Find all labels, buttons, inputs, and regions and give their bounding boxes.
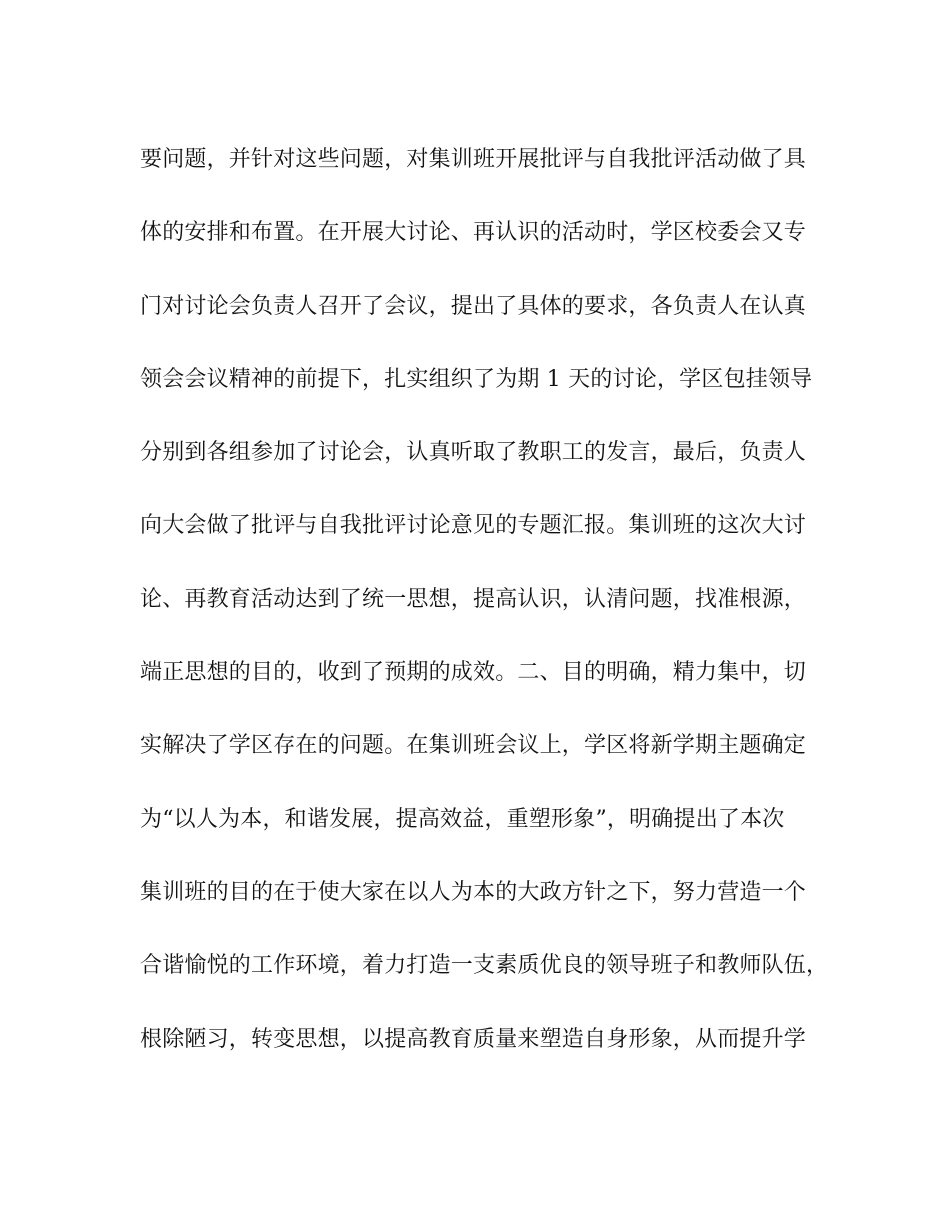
text-line: 体的安排和布置。在开展大讨论、再认识的活动时，学区校委会又专 — [140, 220, 807, 246]
text-line: 要问题，并针对这些问题，对集训班开展批评与自我批评活动做了具 — [140, 147, 807, 172]
text-line: 实解决了学区存在的问题。在集训班会议上，学区将新学期主题确定 — [140, 733, 807, 759]
text-line: 根除陋习，转变思想，以提高教育质量来塑造自身形象，从而提升学 — [140, 1026, 807, 1052]
text-line: 端正思想的目的，收到了预期的成效。二、目的明确，精力集中，切 — [140, 660, 807, 686]
text-line: 为“以人为本，和谐发展，提高效益，重塑形象”，明确提出了本次 — [140, 806, 785, 832]
text-line: 向大会做了批评与自我批评讨论意见的专题汇报。集训班的这次大讨 — [140, 513, 807, 539]
text-line: 领会会议精神的前提下，扎实组织了为期 1 天的讨论，学区包挂领导 — [140, 366, 813, 392]
text-line: 合谐愉悦的工作环境，着力打造一支素质优良的领导班子和教师队伍， — [140, 953, 829, 979]
text-line: 论、再教育活动达到了统一思想，提高认识，认清问题，找准根源， — [140, 586, 807, 612]
body-text — [140, 138, 829, 1091]
text-line: 集训班的目的在于使大家在以人为本的大政方针之下，努力营造一个 — [140, 879, 807, 905]
text-line: 分别到各组参加了讨论会，认真听取了教职工的发言，最后，负责人 — [140, 440, 807, 466]
text-line: 门对讨论会负责人召开了会议，提出了具体的要求，各负责人在认真 — [140, 293, 807, 319]
